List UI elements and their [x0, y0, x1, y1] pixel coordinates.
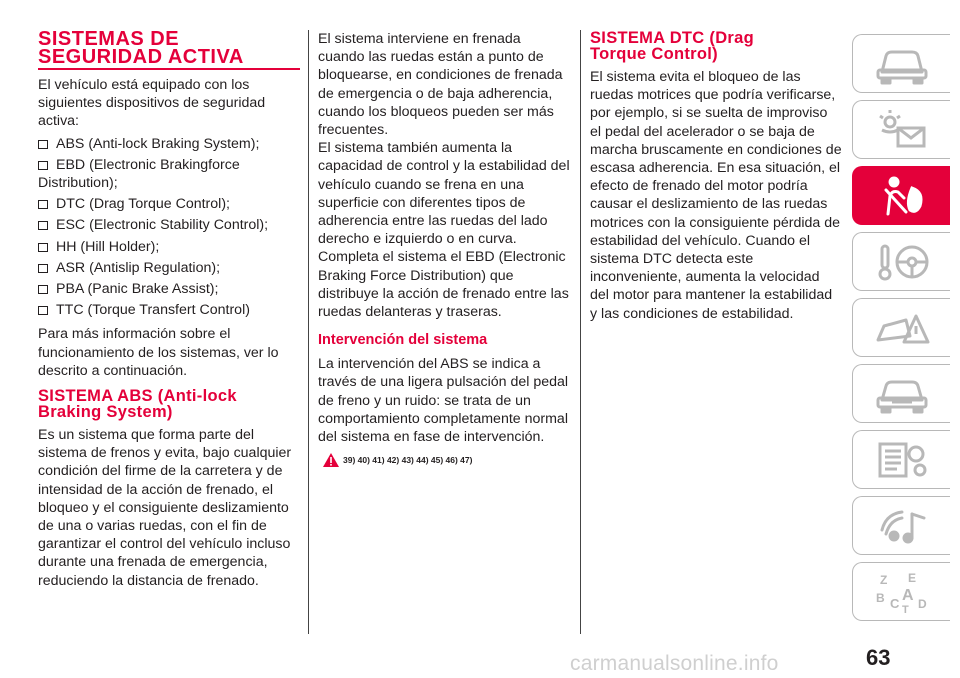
chapter-tabs — [852, 34, 950, 628]
abs-title-line2: Braking System) — [38, 403, 173, 422]
specifications-icon — [872, 438, 932, 482]
warning-lights-icon — [872, 108, 932, 152]
dtc-paragraph: El sistema evita el bloqueo de las ruedas motrices que podría verificarse, por ejemplo, si se suelta de improviso el pedal del acelerador o se baja de marcha bruscamente en condiciones de escasa adherencia. En esa situación, el efecto de frenado del motor podría causar el deslizamiento de las ruedas motrices con la consiguiente pérdida de estabilidad del vehículo. Cuando el sistema DTC detecta este inconveniente, aumenta la velocidad del motor para mantener la estabilidad y las condiciones de estabilidad. — [590, 69, 842, 322]
tab-index[interactable] — [852, 562, 950, 621]
watermark: carmanualsonline.info — [570, 652, 779, 675]
index-letter: T — [901, 603, 909, 614]
list-item: TTC (Torque Transfert Control) — [38, 301, 300, 319]
tab-specifications[interactable] — [852, 430, 950, 489]
list-item: DTC (Drag Torque Control); — [38, 195, 300, 213]
column-divider-left — [308, 30, 309, 634]
section-title-line1: SISTEMAS DE — [38, 28, 180, 50]
abs-section-title — [38, 388, 300, 420]
abs-paragraph: Es un sistema que forma parte del sistema de frenos y evita, bajo cualquier condición del firme de la carretera y de intensidad de la acción de frenado, el bloqueo y el consiguiente deslizamiento de una o varias ruedas, con el fin de garantizar el control del vehículo incluso durante una frenada de emergencia, reduciendo la distancia de frenado. — [38, 427, 292, 589]
list-item: EBD (Electronic Brakingforce Distribution); — [38, 156, 240, 192]
section-title-line2: SEGURIDAD ACTIVA — [38, 46, 244, 68]
car-service-icon — [872, 372, 932, 416]
bullet-box-icon — [38, 200, 48, 209]
index-letter: A — [901, 586, 914, 604]
tab-warning-lights[interactable] — [852, 100, 950, 159]
index-letter: B — [875, 590, 885, 605]
column-3 — [590, 30, 842, 323]
paragraph-3: Completa el sistema el EBD (Electronic Braking Force Distribution) que distribuye la acción de frenado entre las ruedas delanteras y traseras. — [318, 249, 569, 321]
tab-emergency[interactable] — [852, 298, 950, 357]
multimedia-icon — [872, 504, 932, 548]
list-item: ABS (Anti-lock Braking System); — [38, 135, 300, 153]
key-steering-wheel-icon — [872, 240, 932, 284]
index-icon — [872, 570, 932, 614]
bullet-box-icon — [38, 161, 48, 170]
tab-safety[interactable] — [852, 166, 950, 225]
bullet-box-icon — [38, 264, 48, 273]
bullet-box-icon — [38, 306, 48, 315]
column-1 — [38, 30, 300, 590]
subsection-title: Intervención del sistema — [318, 332, 488, 349]
safety-systems-list — [38, 135, 300, 320]
title-underline — [38, 68, 300, 70]
tab-maintenance[interactable] — [852, 364, 950, 423]
bullet-box-icon — [38, 243, 48, 252]
roadside-emergency-icon — [872, 306, 932, 350]
abs-title-line1: SISTEMA ABS (Anti-lock — [38, 387, 237, 406]
bullet-box-icon — [38, 140, 48, 149]
dtc-section-title — [590, 30, 842, 62]
bullet-box-icon — [38, 285, 48, 294]
intro-paragraph: El vehículo está equipado con los siguientes dispositivos de seguridad activa: — [38, 77, 266, 130]
paragraph-4: La intervención del ABS se indica a través de una ligera pulsación del pedal de freno y un ruido: se trata de un comportamiento completamente normal del sistema en fase de intervención. — [318, 356, 569, 446]
column-divider-right — [580, 30, 581, 634]
tab-starting-driving[interactable] — [852, 232, 950, 291]
car-front-icon — [872, 42, 932, 86]
list-item: PBA (Panic Brake Assist); — [38, 280, 300, 298]
warning-references — [318, 452, 570, 468]
page-number: 63 — [866, 645, 891, 670]
seatbelt-airbag-icon — [872, 174, 932, 218]
more-info-paragraph: Para más información sobre el funcionamiento de los sistemas, ver lo descrito a continuación. — [38, 326, 279, 379]
bullet-box-icon — [38, 221, 48, 230]
paragraph-1: El sistema interviene en frenada cuando las ruedas están a punto de bloquearse, en condiciones de frenada de emergencia o de baja adherencia, cuando los bloqueos pueden ser más frecuentes. — [318, 31, 563, 139]
paragraph-2: El sistema también aumenta la capacidad de control y la estabilidad del vehículo cuando se frena en una superficie con diferentes tipos de adherencia entre las ruedas del lado derecho e izquierdo o en curva. — [318, 140, 570, 248]
list-item: ASR (Antislip Regulation); — [38, 259, 300, 277]
section-title — [38, 30, 300, 66]
list-item: HH (Hill Holder); — [38, 238, 300, 256]
tab-multimedia[interactable] — [852, 496, 950, 555]
column-2 — [318, 30, 570, 468]
warning-triangle-icon — [322, 452, 340, 468]
index-letter: C — [889, 595, 899, 611]
warning-reference-numbers: 39) 40) 41) 42) 43) 44) 45) 46) 47) — [343, 455, 473, 466]
index-letter: Z — [879, 572, 887, 587]
dtc-title-line1: SISTEMA DTC (Drag — [590, 29, 754, 47]
list-item: ESC (Electronic Stability Control); — [38, 216, 300, 234]
index-letter: D — [917, 596, 927, 611]
dtc-title-line2: Torque Control) — [590, 45, 718, 63]
index-letter: E — [907, 570, 916, 585]
tab-car-front[interactable] — [852, 34, 950, 93]
